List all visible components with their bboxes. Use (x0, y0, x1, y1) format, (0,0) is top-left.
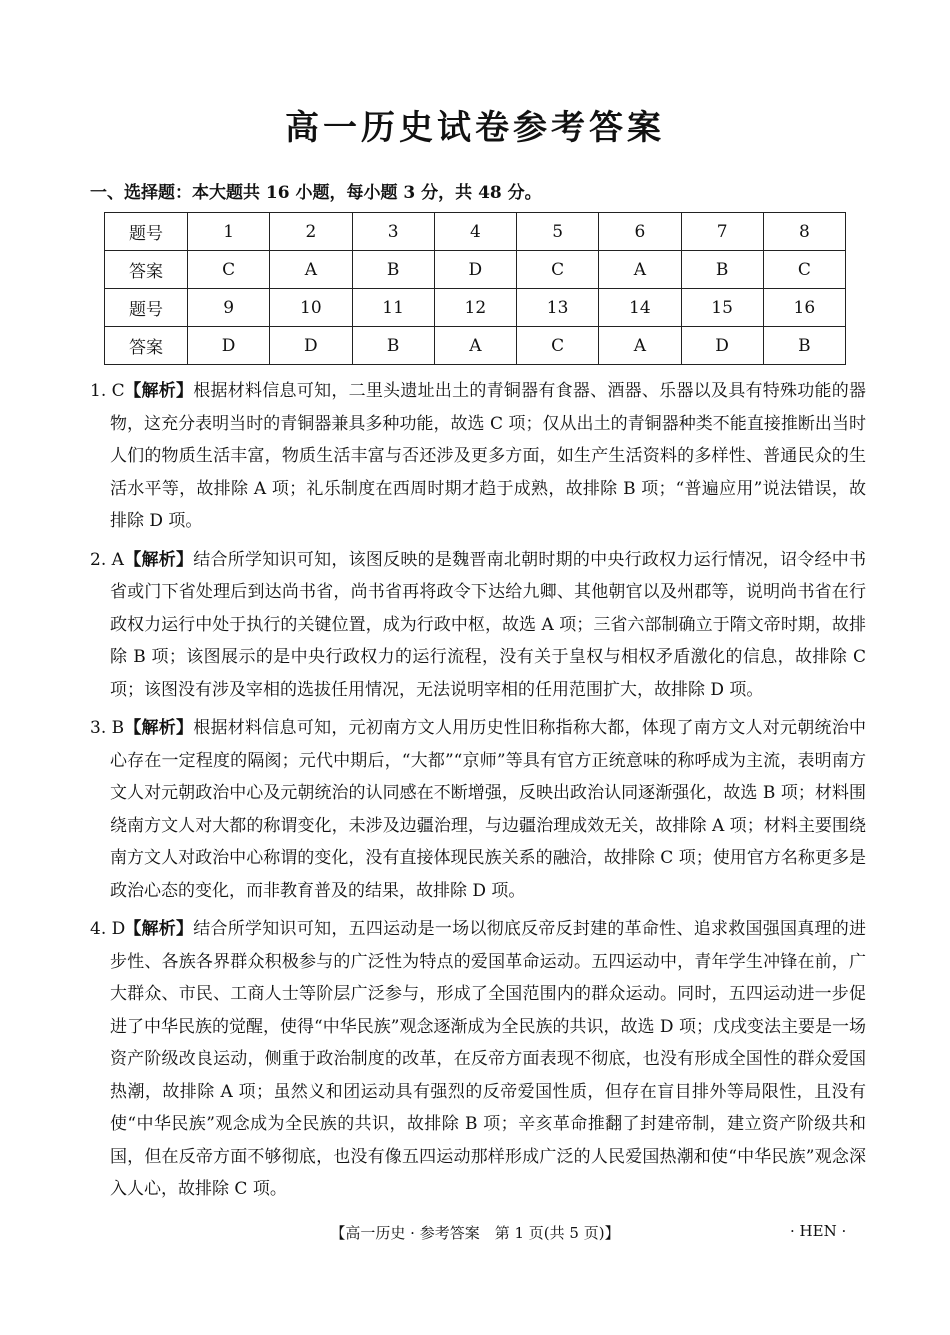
answer-cell: 9 (188, 289, 270, 327)
answer-table-row (105, 213, 846, 251)
analysis-text: 根据材料信息可知，元初南方文人用历史性旧称指称大都，体现了南方文人对元朝统治中心存在一定程度的隔阂；元代中期后，“大都”“京师”等具有官方正统意味的称呼成为主流，表明南方文人对元朝政治中心及元朝统治的认同感在不断增强，反映出政治认同逐渐强化，故选 B 项；材料围绕南方文人对大都的称谓变化，未涉及边疆治理，与边疆治理成效无关，故排除 A 项；材料主要围绕南方文人对政治中心称谓的变化，没有直接体现民族关系的融洽，故排除 C 项；使用官方名称更多是政治心态的变化，而非教育普及的结果，故排除 D 项。 (110, 718, 867, 901)
answer-cell: 4 (434, 213, 516, 251)
row-header-cell: 题号 (105, 289, 188, 327)
analysis-text: 结合所学知识可知，该图反映的是魏晋南北朝时期的中央行政权力运行情况，诏令经中书省或门下省处理后到达尚书省，尚书省再将政令下达给九卿、其他朝官以及州郡等，说明尚书省在行政权力运行中处于执行的关键位置，成为行政中枢，故选 A 项；三省六部制确立于隋文帝时期，故排除 B 项；该图展示的是中央行政权力的运行流程，没有关于皇权与相权矛盾激化的信息，故排除 C 项；该图没有涉及宰相的选拔任用情况，无法说明宰相的任用范围扩大，故排除 D 项。 (110, 549, 867, 700)
explanations (90, 375, 866, 1212)
answer-table-row (105, 289, 846, 327)
answer-cell: D (188, 327, 270, 365)
answer-cell: D (681, 327, 763, 365)
row-header-cell: 答案 (105, 327, 188, 365)
answer-cell: B (352, 251, 434, 289)
answer-cell: 14 (599, 289, 681, 327)
section-heading: 一、选择题：本大题共 16 小题，每小题 3 分，共 48 分。 (90, 183, 542, 203)
answer-cell: B (763, 327, 845, 365)
answer-cell: C (517, 327, 599, 365)
question-explanation-2 (90, 544, 866, 707)
answer-cell: 13 (517, 289, 599, 327)
answer-cell: B (681, 251, 763, 289)
analysis-tag: 【解析】 (124, 718, 194, 738)
answer-cell: 15 (681, 289, 763, 327)
answer-cell: 10 (270, 289, 352, 327)
answer-cell: A (434, 327, 516, 365)
page-footer: 【高一历史 · 参考答案 第 1 页(共 5 页)】 (330, 1224, 620, 1242)
row-header-cell: 题号 (105, 213, 188, 251)
answer-cell: 12 (434, 289, 516, 327)
answer-cell: 11 (352, 289, 434, 327)
answer-cell: 3 (352, 213, 434, 251)
answer-cell: 8 (763, 213, 845, 251)
answer-cell: 16 (763, 289, 845, 327)
answer-cell: 2 (270, 213, 352, 251)
answer-cell: 5 (517, 213, 599, 251)
footer-code: · HEN · (790, 1222, 847, 1240)
analysis-text: 结合所学知识可知，五四运动是一场以彻底反帝反封建的革命性、追求救国强国真理的进步性、各族各界群众积极参与的广泛性为特点的爱国革命运动。五四运动中，青年学生冲锋在前，广大群众、市民、工商人士等阶层广泛参与，形成了全国范围内的群众运动。同时，五四运动进一步促进了中华民族的觉醒，使得“中华民族”观念逐渐成为全民族的共识，故选 D 项；戊戌变法主要是一场资产阶级改良运动，侧重于政治制度的改革，在反帝方面表现不彻底，也没有形成全国性的群众爱国热潮，故排除 A 项；虽然义和团运动具有强烈的反帝爱国性质，但存在盲目排外等局限性，且没有使“中华民族”观念成为全民族的共识，故排除 B 项；辛亥革命推翻了封建帝制，建立资产阶级共和国，但在反帝方面不够彻底，也没有像五四运动那样形成广泛的人民爱国热潮和使“中华民族”观念深入人心，故排除 C 项。 (110, 919, 867, 1199)
answer-table (104, 212, 846, 365)
answer-cell: 6 (599, 213, 681, 251)
question-number: 2. A (90, 549, 124, 570)
answer-cell: B (352, 327, 434, 365)
answer-cell: C (517, 251, 599, 289)
answer-cell: A (270, 251, 352, 289)
answer-cell: A (599, 251, 681, 289)
analysis-tag: 【解析】 (124, 549, 194, 570)
row-header-cell: 答案 (105, 251, 188, 289)
answer-cell: 1 (188, 213, 270, 251)
question-explanation-1 (90, 375, 866, 538)
question-number: 4. D (90, 919, 126, 939)
answer-table-row (105, 327, 846, 365)
answer-cell: C (188, 251, 270, 289)
answer-cell: A (599, 327, 681, 365)
answer-cell: D (434, 251, 516, 289)
answer-cell: 7 (681, 213, 763, 251)
analysis-text: 根据材料信息可知，二里头遗址出土的青铜器有食器、酒器、乐器以及具有特殊功能的器物，这充分表明当时的青铜器兼具多种功能，故选 C 项；仅从出土的青铜器种类不能直接推断出当时人们的物质生活丰富，物质生活丰富与否还涉及更多方面，如生产生活资料的多样性、普通民众的生活水平等，故排除 A 项；礼乐制度在西周时期才趋于成熟，故排除 B 项；“普遍应用”说法错误，故排除 D 项。 (110, 381, 867, 531)
answer-cell: D (270, 327, 352, 365)
page-title: 高一历史试卷参考答案 (285, 108, 665, 148)
question-number: 3. B (90, 718, 125, 738)
analysis-tag: 【解析】 (124, 381, 194, 401)
question-explanation-3 (90, 712, 866, 907)
answer-table-row (105, 251, 846, 289)
question-number: 1. C (90, 381, 125, 401)
question-explanation-4 (90, 913, 866, 1206)
analysis-tag: 【解析】 (124, 919, 194, 939)
answer-cell: C (763, 251, 845, 289)
